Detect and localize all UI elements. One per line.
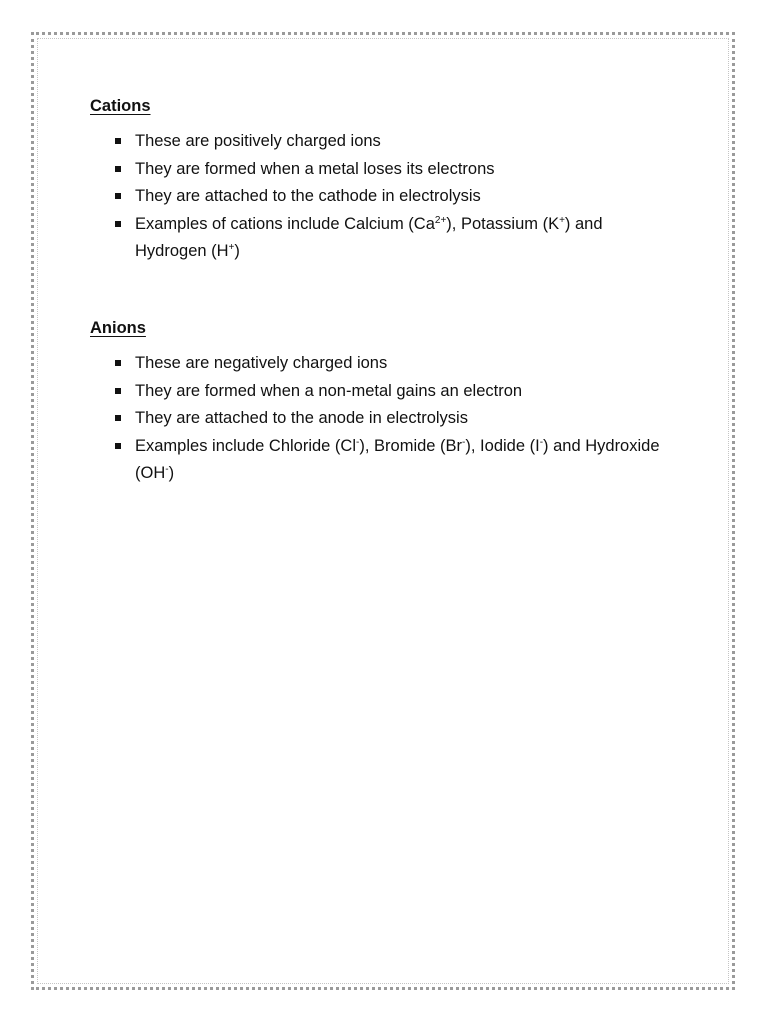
- list-item: [135, 405, 670, 433]
- example-text-part: ), Potassium (K: [446, 214, 560, 233]
- list-item: [135, 350, 670, 378]
- list-item: [135, 433, 670, 488]
- example-text-part: ) and Hydroxide (OH: [135, 436, 660, 482]
- example-text-part: Examples of cations include Calcium (Ca: [135, 214, 435, 233]
- list-item-text: They are attached to the anode in electrolysis: [135, 409, 468, 427]
- list-item: [135, 128, 670, 156]
- square-bullet-icon: [115, 221, 121, 227]
- cations-section: [90, 96, 670, 266]
- cations-heading: Cations: [90, 97, 151, 115]
- anions-heading: Anions: [90, 319, 146, 337]
- example-text-part: ) and Hydrogen (H: [135, 214, 603, 260]
- anions-section: [90, 318, 670, 488]
- example-text-part: ): [234, 242, 240, 260]
- square-bullet-icon: [115, 138, 121, 144]
- list-item-text: These are positively charged ions: [135, 132, 381, 150]
- list-item: [135, 183, 670, 211]
- charge-superscript: -: [539, 436, 544, 448]
- list-item: [135, 211, 670, 266]
- charge-superscript: -: [165, 464, 169, 475]
- example-text-part: ): [168, 464, 175, 482]
- square-bullet-icon: [115, 166, 121, 172]
- anions-list: [90, 350, 670, 488]
- charge-superscript: -: [462, 436, 466, 448]
- cations-list: [90, 128, 670, 266]
- list-item-text: They are formed when a non-metal gains an electron: [135, 381, 523, 400]
- list-item-text: They are attached to the cathode in electrolysis: [135, 187, 481, 205]
- list-item-text: These are negatively charged ions: [135, 354, 388, 372]
- example-text-part: ), Iodide (I: [465, 436, 540, 455]
- square-bullet-icon: [115, 360, 121, 366]
- example-text-part: ), Bromide (Br: [359, 436, 463, 455]
- list-item: [135, 378, 670, 406]
- charge-superscript: 2+: [434, 214, 447, 226]
- square-bullet-icon: [115, 193, 121, 199]
- square-bullet-icon: [115, 443, 121, 449]
- square-bullet-icon: [115, 415, 121, 421]
- square-bullet-icon: [115, 388, 121, 394]
- list-item: [135, 156, 670, 184]
- charge-superscript: -: [356, 436, 360, 448]
- list-item-text: They are formed when a metal loses its electrons: [135, 159, 495, 178]
- charge-superscript: +: [559, 214, 565, 226]
- charge-superscript: +: [228, 242, 235, 253]
- example-text-part: Examples include Chloride (Cl: [135, 436, 357, 455]
